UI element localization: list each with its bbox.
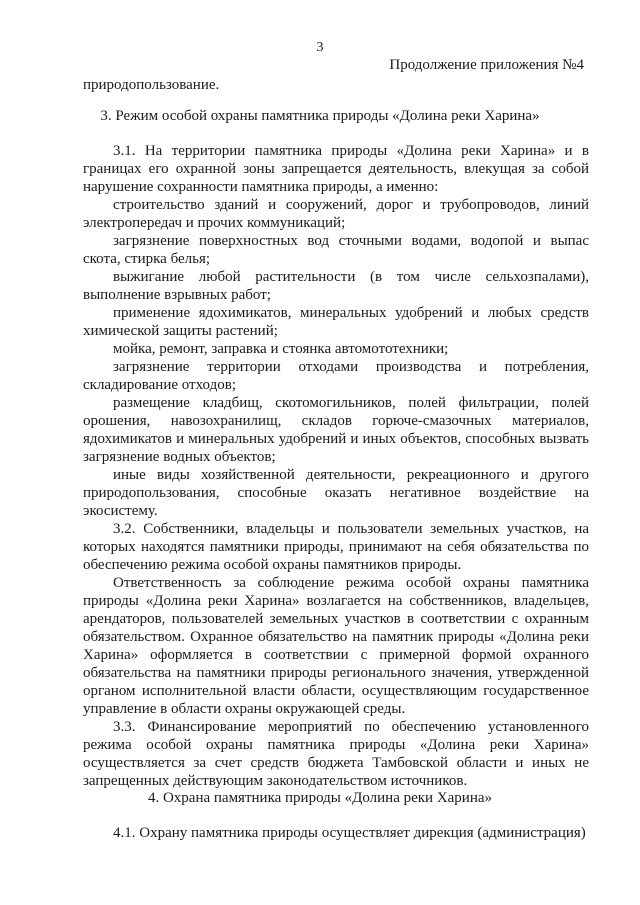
list-item: строительство зданий и сооружений, дорог и трубопроводов, линий электропередач и прочих коммуникаций;: [83, 197, 589, 231]
paragraph-3-3: 3.3. Финансирование мероприятий по обеспечению установленного режима особой охраны памятника природы «Долина реки Харина» осуществляется за счет средств бюджета Тамбовской области и иных не запрещенных действующим законодательством источников.: [83, 719, 589, 789]
list-item: иные виды хозяйственной деятельности, рекреационного и другого природопользования, способные оказать негативное воздействие на экосистему.: [83, 467, 589, 519]
list-item: мойка, ремонт, заправка и стоянка автомототехники;: [113, 341, 449, 357]
paragraph-3-2: 3.2. Собственники, владельцы и пользователи земельных участков, на которых находятся памятники природы, принимают на себя обязательства по обеспечению режима особой охраны памятников природы.: [83, 521, 589, 573]
paragraph-responsibility: Ответственность за соблюдение режима особой охраны памятника природы «Долина реки Харина» возлагается на собственников, владельцев, арендаторов, пользователей земельных участков в соответствии с охранным обязательством. Охранное обязательство на памятник природы «Долина реки Харина» оформляется в соответствии с примерной формой охранного обязательства на памятники природы регионального значения, утвержденной органом исполнительной власти области, осуществляющим государственное управление в области охраны окружающей среды.: [83, 575, 589, 717]
section-3-heading: 3. Режим особой охраны памятника природы «Долина реки Харина»: [100, 108, 540, 124]
list-item: загрязнение территории отходами производства и потребления, складирование отходов;: [83, 359, 589, 393]
page-number: 3: [316, 40, 324, 55]
section-3-body: [83, 142, 589, 790]
section-4-heading: 4. Охрана памятника природы «Долина реки Харина»: [147, 790, 493, 806]
list-item: размещение кладбищ, скотомогильников, полей фильтрации, полей орошения, навозохранилищ, складов горюче-смазочных материалов, ядохимикатов и минеральных удобрений и иных объектов, способных вызвать загрязнение водных объектов;: [83, 395, 589, 465]
top-fragment: природопользование.: [83, 77, 220, 93]
section-4-body: [83, 824, 589, 842]
appendix-continuation-note: Продолжение приложения №4: [389, 57, 584, 73]
paragraph-3-1: 3.1. На территории памятника природы «Долина реки Харина» и в границах его охранной зоны запрещается деятельность, влекущая за собой нарушение сохранности памятника природы, а именно:: [83, 143, 589, 195]
paragraph-4-1: 4.1. Охрану памятника природы осуществляет дирекция (администрация): [113, 825, 586, 841]
list-item: выжигание любой растительности (в том числе сельхозпалами), выполнение взрывных работ;: [83, 269, 589, 303]
list-item: применение ядохимикатов, минеральных удобрений и любых средств химической защиты растений;: [83, 305, 589, 339]
list-item: загрязнение поверхностных вод сточными водами, водопой и выпас скота, стирка белья;: [83, 233, 589, 267]
